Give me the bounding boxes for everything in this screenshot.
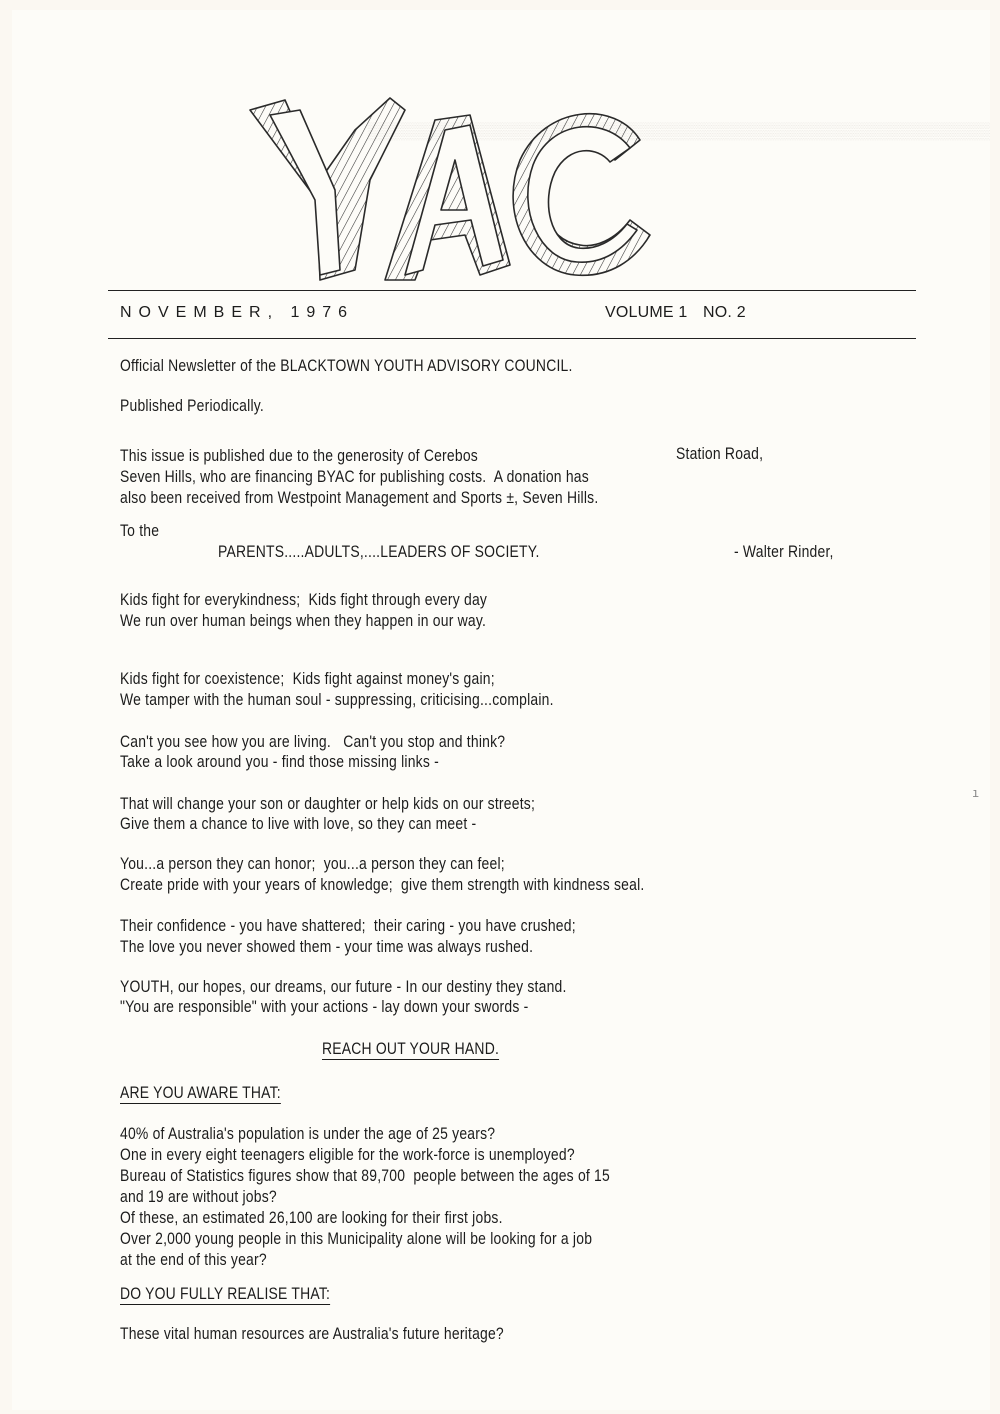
yac-logo xyxy=(245,70,665,290)
masthead-top-rule xyxy=(108,290,916,291)
poem-line: Their confidence - you have shattered; their caring - you have crushed; xyxy=(120,917,576,935)
poem-line: We tamper with the human soul - suppressing, criticising...complain. xyxy=(120,691,554,709)
poem-line: Take a look around you - find those missing links - xyxy=(120,753,439,771)
poem-line: YOUTH, our hopes, our dreams, our future - In our destiny they stand. xyxy=(120,978,567,996)
fact-line: 40% of Australia's population is under the age of 25 years? xyxy=(120,1125,496,1143)
poem-line: Kids fight for everykindness; Kids fight through every day xyxy=(120,591,488,609)
fact-line: and 19 are without jobs? xyxy=(120,1188,277,1206)
masthead-bottom-rule xyxy=(108,338,916,339)
poem-author: - Walter Rinder, xyxy=(734,543,834,561)
sponsor-line-2: Seven Hills, who are financing BYAC for publishing costs. A donation has xyxy=(120,468,589,486)
poem-line: You...a person they can honor; you...a person they can feel; xyxy=(120,855,505,873)
poem-line: That will change your son or daughter or help kids on our streets; xyxy=(120,795,536,813)
issue-date: NOVEMBER, 1976 xyxy=(120,304,355,321)
poem-line: Can't you see how you are living. Can't you stop and think? xyxy=(120,733,506,751)
poem-line: We run over human beings when they happen in our way. xyxy=(120,612,487,630)
volume-label: VOLUME 1 xyxy=(605,304,688,321)
poem-closing: REACH OUT YOUR HAND. xyxy=(322,1040,500,1058)
official-line: Official Newsletter of the BLACKTOWN YOUTH ADVISORY COUNCIL. xyxy=(120,357,573,375)
sponsor-line-1: This issue is published due to the generosity of Cerebos xyxy=(120,447,478,465)
scan-speck: ı xyxy=(972,786,980,800)
fact-line: Bureau of Statistics figures show that 89,700 people between the ages of 15 xyxy=(120,1167,610,1185)
poem-line: The love you never showed them - your time was always rushed. xyxy=(120,938,534,956)
fact-line: Over 2,000 young people in this Municipality alone will be looking for a job xyxy=(120,1230,593,1248)
poem-line: Kids fight for coexistence; Kids fight against money's gain; xyxy=(120,670,495,688)
poem-line: Create pride with your years of knowledge; give them strength with kindness seal. xyxy=(120,876,645,894)
realise-line: These vital human resources are Australia's future heritage? xyxy=(120,1325,504,1343)
fact-line: One in every eight teenagers eligible for the work-force is unemployed? xyxy=(120,1146,575,1164)
aware-heading: ARE YOU AWARE THAT: xyxy=(120,1084,281,1102)
sponsor-address-insert: Station Road, xyxy=(676,445,764,463)
poem-salutation: To the xyxy=(120,522,160,540)
issue-number: NO. 2 xyxy=(703,304,746,321)
poem-addressees: PARENTS.....ADULTS,....LEADERS OF SOCIETY. xyxy=(218,543,540,561)
publication-frequency: Published Periodically. xyxy=(120,397,264,415)
fact-line: at the end of this year? xyxy=(120,1251,267,1269)
fact-line: Of these, an estimated 26,100 are looking for their first jobs. xyxy=(120,1209,503,1227)
sponsor-line-3: also been received from Westpoint Management and Sports ±, Seven Hills. xyxy=(120,489,599,507)
poem-line: "You are responsible" with your actions - lay down your swords - xyxy=(120,998,529,1016)
realise-heading: DO YOU FULLY REALISE THAT: xyxy=(120,1285,331,1303)
poem-line: Give them a chance to live with love, so they can meet - xyxy=(120,815,477,833)
logo-text: YAC xyxy=(454,285,456,286)
